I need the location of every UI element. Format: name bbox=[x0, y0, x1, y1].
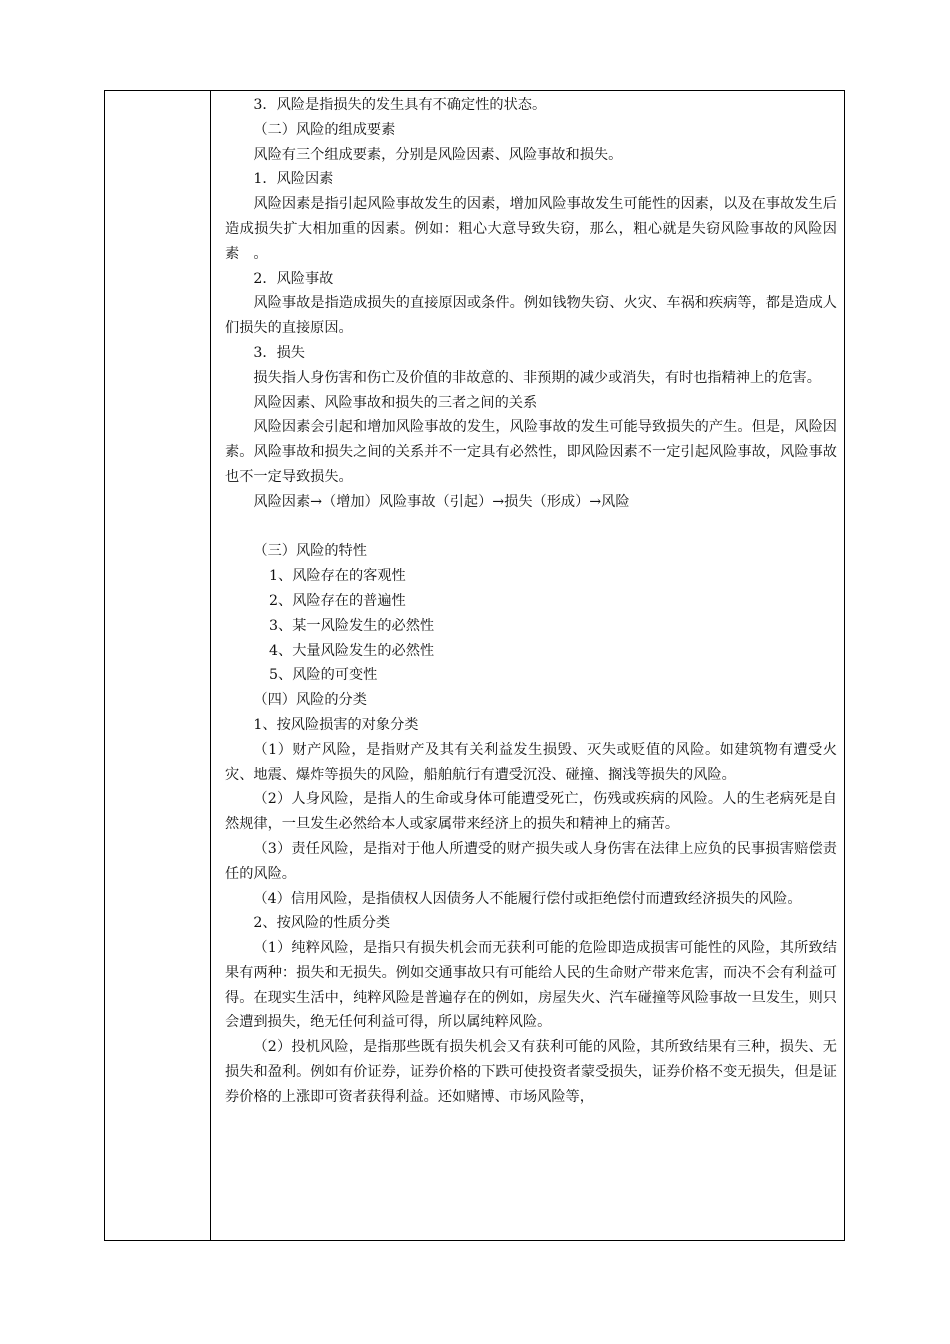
paragraph: 风险事故是指造成损失的直接原因或条件。例如钱物失窃、火灾、车祸和疾病等，都是造成人们损失的直接原因。 bbox=[225, 295, 837, 337]
paragraph: （4）信用风险，是指债权人因债务人不能履行偿付或拒绝偿付而遭致经济损失的风险。 bbox=[253, 890, 802, 907]
paragraph: （2）投机风险，是指那些既有损失机会又有获利可能的风险，其所致结果有三种，损失、无损失和盈利。例如有价证券，证券价格的下跌可使投资者蒙受损失，证券价格不变无损失，但是证券价格的上涨即可资者获得利益。还如赌博、市场风险等， bbox=[225, 1039, 837, 1105]
paragraph: （2）人身风险，是指人的生命或身体可能遭受死亡，伤残或疾病的风险。人的生老病死是自然规律，一旦发生必然给本人或家属带来经济上的损失和精神上的痛苦。 bbox=[225, 791, 837, 833]
column-divider bbox=[210, 91, 211, 1240]
list-item: 4、大量风险发生的必然性 bbox=[269, 642, 435, 659]
subheading: 3．损失 bbox=[253, 344, 305, 361]
paragraph: 损失指人身伤害和伤亡及价值的非故意的、非预期的减少或消失，有时也指精神上的危害。 bbox=[253, 369, 821, 386]
section-heading: （三）风险的特性 bbox=[253, 543, 367, 560]
subheading: 风险因素、风险事故和损失的三者之间的关系 bbox=[253, 394, 538, 411]
subheading: 1、按风险损害的对象分类 bbox=[253, 716, 419, 733]
list-item: 5、风险的可变性 bbox=[269, 667, 378, 684]
paragraph: 3．风险是指损失的发生具有不确定性的状态。 bbox=[253, 97, 547, 113]
paragraph: 风险有三个组成要素，分别是风险因素、风险事故和损失。 bbox=[253, 146, 623, 163]
relation-chain: 风险因素→（增加）风险事故（引起）→损失（形成）→风险 bbox=[253, 493, 630, 510]
subheading: 2．风险事故 bbox=[253, 270, 334, 287]
subheading: 2、按风险的性质分类 bbox=[253, 915, 391, 932]
section-heading: （二）风险的组成要素 bbox=[253, 121, 396, 138]
paragraph: （3）责任风险，是指对于他人所遭受的财产损失或人身伤害在法律上应负的民事损害赔偿责任的风险。 bbox=[225, 840, 837, 882]
paragraph: （1）财产风险，是指财产及其有关利益发生损毁、灭失或贬值的风险。如建筑物有遭受火灾、地震、爆炸等损失的风险，船舶航行有遭受沉没、碰撞、搁浅等损失的风险。 bbox=[225, 741, 837, 783]
section-heading: （四）风险的分类 bbox=[253, 692, 367, 709]
paragraph: （1）纯粹风险，是指只有损失机会而无获利可能的危险即造成损害可能性的风险，其所致结果有两种：损失和无损失。例如交通事故只有可能给人民的生命财产带来危害，而决不会有利益可得。在现实生活中，纯粹风险是普遍存在的例如，房屋失火、汽车碰撞等风险事故一旦发生，则只会遭到损失，绝无任何利益可得，所以属纯粹风险。 bbox=[225, 940, 837, 1031]
subheading: 1．风险因素 bbox=[253, 171, 334, 188]
content-cell bbox=[225, 93, 837, 1110]
list-item: 3、某一风险发生的必然性 bbox=[269, 617, 435, 634]
paragraph: 风险因素会引起和增加风险事故的发生，风险事故的发生可能导致损失的产生。但是，风险因素。风险事故和损失之间的关系并不一定具有必然性，即风险因素不一定引起风险事故，风险事故也不一定导致损失。 bbox=[225, 419, 837, 485]
list-item: 1、风险存在的客观性 bbox=[269, 568, 406, 585]
paragraph: 风险因素是指引起风险事故发生的因素，增加风险事故发生可能性的因素，以及在事故发生后造成损失扩大相加重的因素。例如：粗心大意导致失窃，那么，粗心就是失窃风险事故的风险因素 。 bbox=[225, 196, 837, 262]
list-item: 2、风险存在的普遍性 bbox=[269, 592, 406, 609]
blank-line bbox=[225, 515, 837, 540]
document-table bbox=[104, 90, 845, 1241]
